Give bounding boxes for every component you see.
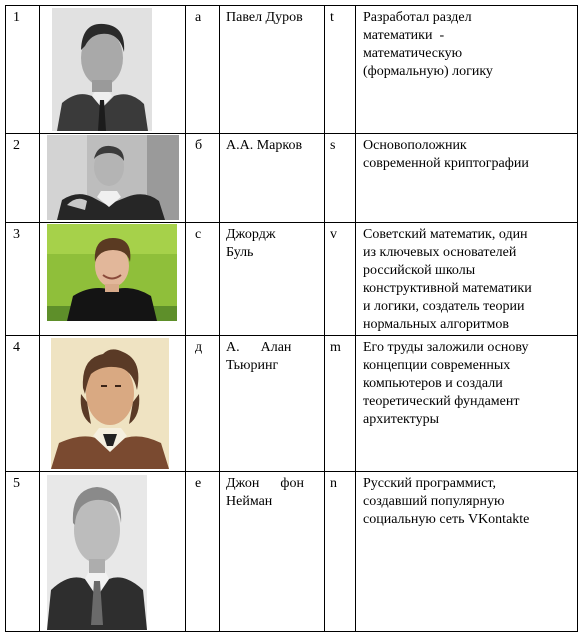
description-line: математики -	[363, 28, 445, 43]
row-divider	[5, 471, 578, 472]
description-line: Русский программист,	[363, 476, 496, 491]
table-border	[5, 5, 6, 632]
column-divider	[39, 5, 40, 632]
option-letter: д	[195, 340, 203, 355]
description-line: конструктивной математики	[363, 281, 532, 296]
description-line: социальную сеть VKontakte	[363, 512, 530, 527]
option-letter: б	[195, 138, 203, 153]
description-line: компьютеров и создали	[363, 376, 503, 391]
table-border	[577, 5, 578, 632]
description-line: концепции современных	[363, 358, 511, 373]
table-border	[5, 5, 578, 6]
description-line: Его труды заложили основу	[363, 340, 529, 355]
column-divider	[324, 5, 325, 632]
alan-turing-portrait	[52, 8, 152, 131]
option-code: m	[330, 340, 341, 355]
name-line: Нейман	[226, 494, 273, 509]
description-line: Разработал раздел	[363, 10, 472, 25]
row-number: 1	[13, 10, 20, 25]
john-von-neumann-portrait	[47, 135, 179, 220]
row-number: 4	[13, 340, 20, 355]
option-code: v	[330, 227, 337, 242]
pavel-durov-portrait	[47, 224, 177, 321]
person-name: А.А. Марков	[226, 138, 303, 153]
matching-table	[5, 5, 578, 632]
description-line: архитектуры	[363, 412, 439, 427]
description-line: Основоположник	[363, 138, 467, 153]
description-text	[363, 339, 573, 429]
row-number: 2	[13, 138, 20, 153]
name-line: Джон фон	[226, 476, 304, 491]
description-line: математическую	[363, 46, 463, 61]
row-divider	[5, 133, 578, 134]
option-letter: е	[195, 476, 202, 491]
column-divider	[355, 5, 356, 632]
description-line: (формальную) логику	[363, 64, 493, 79]
option-letter: a	[195, 10, 202, 25]
option-code: t	[330, 10, 334, 25]
description-line: теоретический фундамент	[363, 394, 520, 409]
andrey-markov-portrait	[47, 475, 147, 630]
name-line: Буль	[226, 245, 254, 260]
option-code: s	[330, 138, 336, 153]
person-name	[226, 339, 321, 375]
person-name	[226, 226, 321, 262]
person-name	[226, 475, 321, 511]
row-number: 3	[13, 227, 20, 242]
description-line: современной криптографии	[363, 156, 529, 171]
option-code: n	[330, 476, 337, 491]
description-text	[363, 226, 573, 334]
description-line: и логики, создатель теории	[363, 299, 525, 314]
description-line: из ключевых основателей	[363, 245, 517, 260]
description-line: создавший популярную	[363, 494, 505, 509]
person-name: Павел Дуров	[226, 10, 303, 25]
description-line: Советский математик, один	[363, 227, 528, 242]
name-line: Тьюринг	[226, 358, 279, 373]
table-border	[5, 631, 578, 632]
column-divider	[219, 5, 220, 632]
column-divider	[185, 5, 186, 632]
name-line: Джордж	[226, 227, 276, 242]
row-number: 5	[13, 476, 20, 491]
description-line: российской школы	[363, 263, 476, 278]
description-line: нормальных алгоритмов	[363, 317, 509, 332]
row-divider	[5, 222, 578, 223]
description-text	[363, 137, 573, 173]
george-boole-portrait	[51, 338, 169, 469]
name-line: А. Алан	[226, 340, 292, 355]
option-letter: с	[195, 227, 202, 242]
description-text	[363, 9, 573, 81]
row-divider	[5, 335, 578, 336]
description-text	[363, 475, 573, 529]
